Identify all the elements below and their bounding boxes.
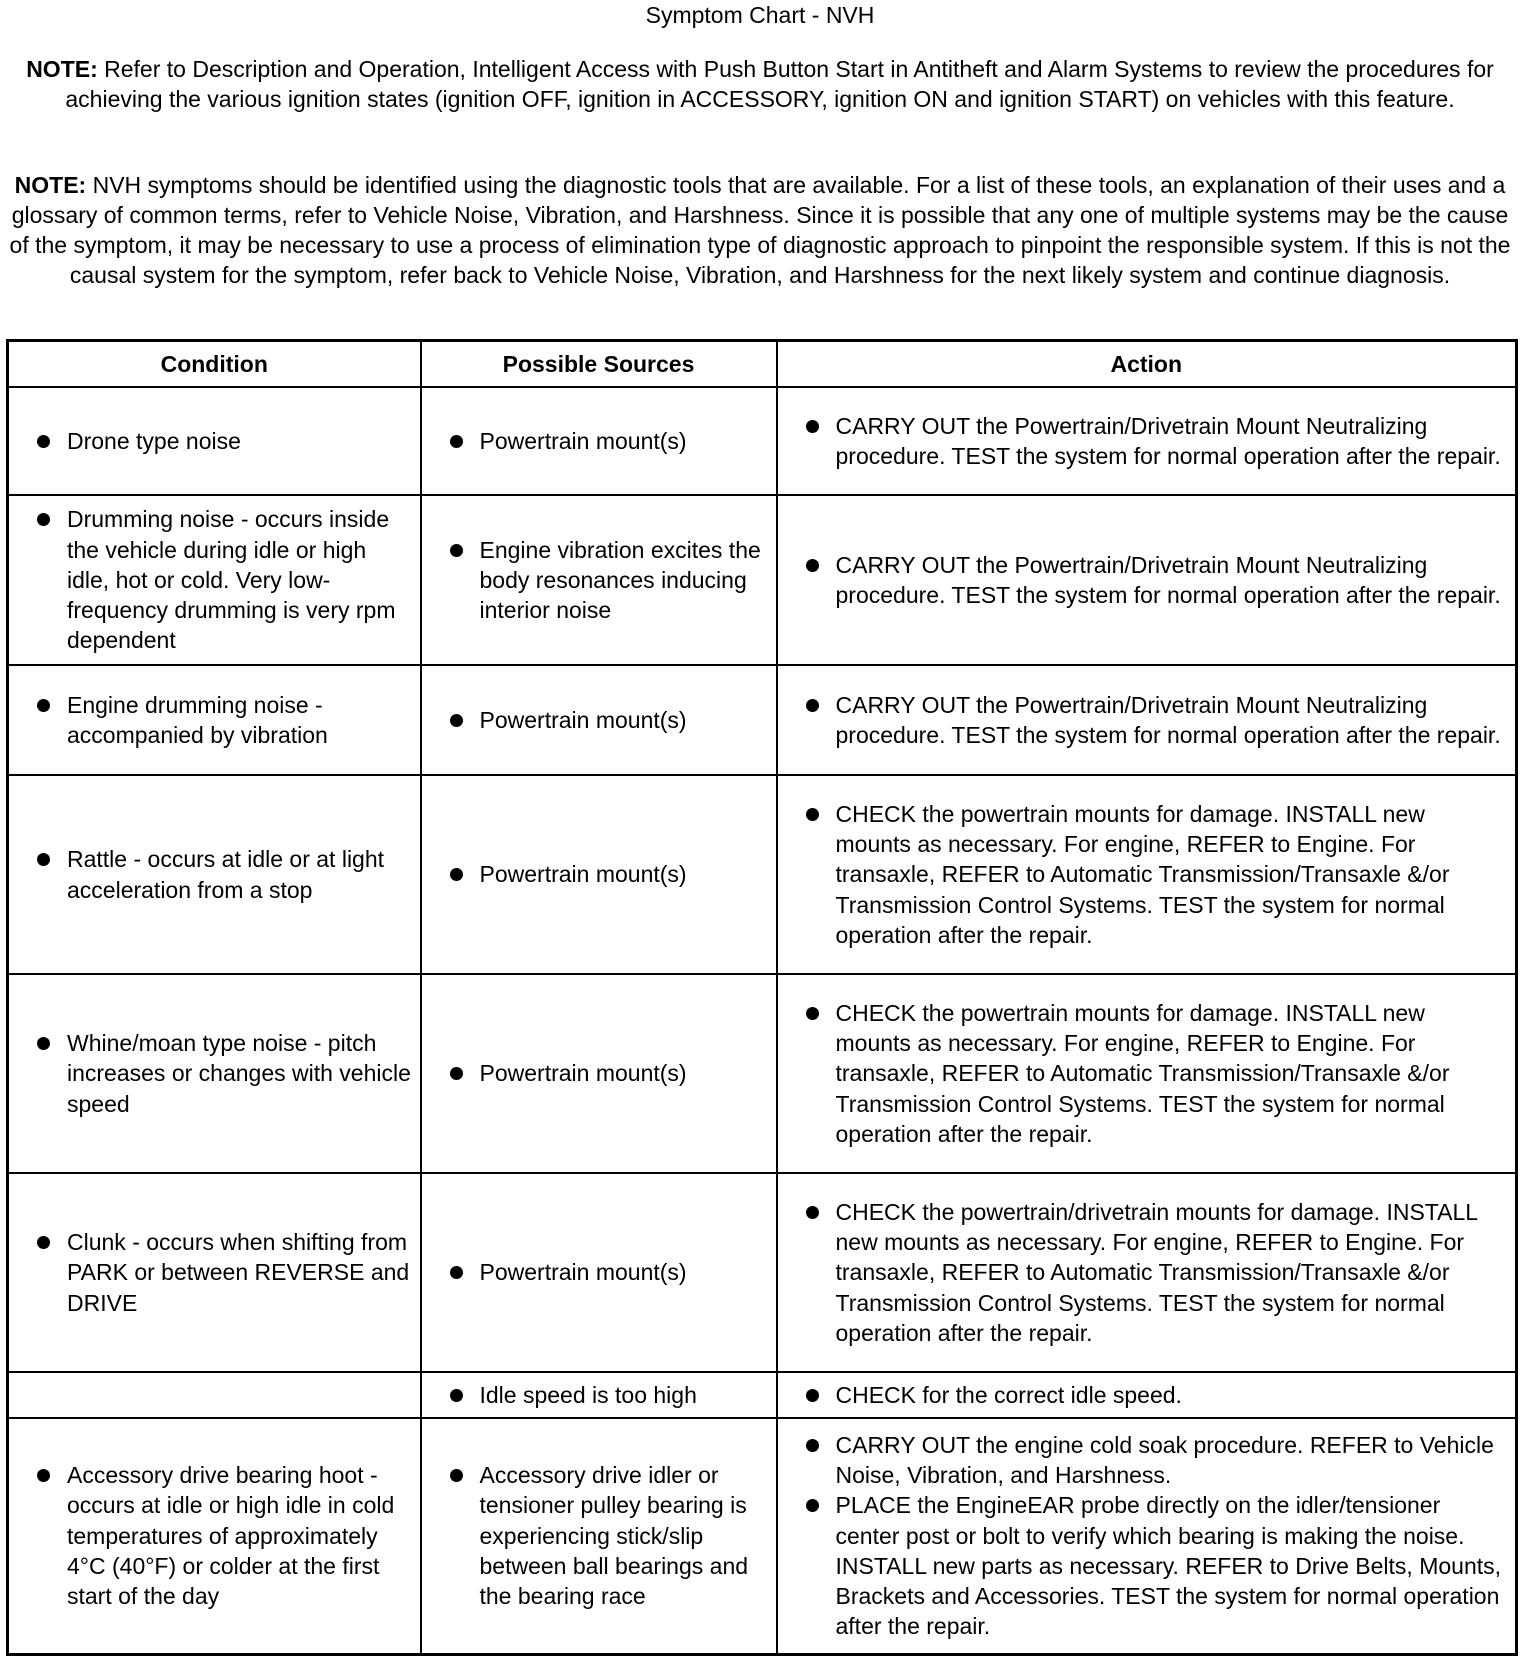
- action-item: CARRY OUT the Powertrain/Drivetrain Mount Neutralizing procedure. TEST the system for normal operation after the repair.: [778, 550, 1516, 610]
- table-row: [8, 387, 1517, 495]
- source-item: Powertrain mount(s): [422, 1257, 776, 1287]
- bullet-list: [778, 1197, 1516, 1348]
- bullet-list: [778, 690, 1516, 750]
- condition-item: Clunk - occurs when shifting from PARK or between REVERSE and DRIVE: [9, 1227, 420, 1318]
- bullet-list: [422, 426, 776, 456]
- bullet-list: [422, 1257, 776, 1287]
- bullet-list: [9, 426, 420, 456]
- bullet-list: [9, 1460, 420, 1611]
- note-text: NVH symptoms should be identified using the diagnostic tools that are available. For a list of these tools, an explanation of their uses and a glossary of common terms, refer to Vehicle Noise, Vibration, and Harshness. Since it is possible that any one of multiple systems may be the cause of the symptom, it may be necessary to use a process of elimination type of diagnostic approach to pinpoint the responsible system. If this is not the causal system for the symptom, refer back to Vehicle Noise, Vibration, and Harshness for the next likely system and continue diagnosis.: [9, 172, 1511, 288]
- table-row: [8, 665, 1517, 775]
- source-item: Powertrain mount(s): [422, 426, 776, 456]
- source-item: Powertrain mount(s): [422, 705, 776, 735]
- bullet-list: [778, 550, 1516, 610]
- bullet-list: [9, 844, 420, 904]
- source-item: Idle speed is too high: [422, 1380, 776, 1410]
- sources-cell: [421, 495, 777, 665]
- bullet-list: [9, 1028, 420, 1119]
- action-cell: [777, 665, 1517, 775]
- bullet-list: [422, 535, 776, 626]
- condition-item: Drumming noise - occurs inside the vehicle during idle or high idle, hot or cold. Very low-frequency drumming is very rpm dependent: [9, 504, 420, 655]
- action-cell: [777, 1372, 1517, 1418]
- condition-item: Whine/moan type noise - pitch increases or changes with vehicle speed: [9, 1028, 420, 1119]
- bullet-list: [778, 411, 1516, 471]
- bullet-list: [778, 998, 1516, 1149]
- bullet-list: [422, 859, 776, 889]
- condition-cell: [8, 665, 421, 775]
- bullet-list: [422, 1058, 776, 1088]
- action-cell: [777, 974, 1517, 1173]
- condition-cell: [8, 775, 421, 974]
- action-cell: [777, 775, 1517, 974]
- note-nvh-diagnosis: [0, 170, 1520, 290]
- condition-item: Accessory drive bearing hoot - occurs at idle or high idle in cold temperatures of approximately 4°C (40°F) or colder at the first start of the day: [9, 1460, 420, 1611]
- condition-cell: [8, 1418, 421, 1654]
- note-text: Refer to Description and Operation, Intelligent Access with Push Button Start in Antitheft and Alarm Systems to review the procedures for achieving the various ignition states (ignition OFF, ignition in ACCESSORY, ignition ON and ignition START) on vehicles with this feature.: [65, 56, 1494, 112]
- condition-cell: [8, 1173, 421, 1372]
- table-row: [8, 775, 1517, 974]
- table-row: [8, 495, 1517, 665]
- bullet-list: [778, 1380, 1516, 1410]
- bullet-list: [9, 504, 420, 655]
- source-item: Accessory drive idler or tensioner pulley bearing is experiencing stick/slip between ball bearings and the bearing race: [422, 1460, 776, 1611]
- header-condition: Condition: [8, 341, 421, 388]
- bullet-list: [9, 690, 420, 750]
- sources-cell: [421, 665, 777, 775]
- bullet-list: [9, 1227, 420, 1318]
- table-row: [8, 1372, 1517, 1418]
- sources-cell: [421, 974, 777, 1173]
- table-header-row: [8, 341, 1517, 388]
- action-item: CHECK the powertrain mounts for damage. INSTALL new mounts as necessary. For engine, REFER to Engine. For transaxle, REFER to Automatic Transmission/Transaxle &/or Transmission Control Systems. TEST the system for normal operation after the repair.: [778, 998, 1516, 1149]
- action-cell: [777, 1173, 1517, 1372]
- action-cell: [777, 495, 1517, 665]
- bullet-list: [422, 1380, 776, 1410]
- source-item: Powertrain mount(s): [422, 859, 776, 889]
- page-title: Symptom Chart - NVH: [645, 2, 875, 28]
- source-item: Engine vibration excites the body resonances inducing interior noise: [422, 535, 776, 626]
- note-label: NOTE:: [14, 172, 87, 198]
- condition-cell: [8, 387, 421, 495]
- action-item: CHECK the powertrain/drivetrain mounts for damage. INSTALL new mounts as necessary. For engine, REFER to Engine. For transaxle, REFER to Automatic Transmission/Transaxle &/or Transmission Control Systems. TEST the system for normal operation after the repair.: [778, 1197, 1516, 1348]
- condition-cell: [8, 1372, 421, 1418]
- header-action: Action: [777, 341, 1517, 388]
- note-ignition-states: [0, 54, 1520, 114]
- action-cell: [777, 387, 1517, 495]
- header-possible-sources: Possible Sources: [421, 341, 777, 388]
- condition-item: Engine drumming noise - accompanied by vibration: [9, 690, 420, 750]
- action-item: CARRY OUT the engine cold soak procedure. REFER to Vehicle Noise, Vibration, and Harshness.: [778, 1430, 1516, 1490]
- bullet-list: [422, 705, 776, 735]
- source-item: Powertrain mount(s): [422, 1058, 776, 1088]
- action-item: PLACE the EngineEAR probe directly on the idler/tensioner center post or bolt to verify which bearing is making the noise. INSTALL new parts as necessary. REFER to Drive Belts, Mounts, Brackets and Accessories. TEST the system for normal operation after the repair.: [778, 1490, 1516, 1641]
- condition-cell: [8, 495, 421, 665]
- table-row: [8, 974, 1517, 1173]
- sources-cell: [421, 387, 777, 495]
- action-item: CARRY OUT the Powertrain/Drivetrain Mount Neutralizing procedure. TEST the system for normal operation after the repair.: [778, 411, 1516, 471]
- bullet-list: [778, 799, 1516, 950]
- action-item: CHECK for the correct idle speed.: [778, 1380, 1516, 1410]
- sources-cell: [421, 1372, 777, 1418]
- condition-item: Rattle - occurs at idle or at light acceleration from a stop: [9, 844, 420, 904]
- sources-cell: [421, 1418, 777, 1654]
- sources-cell: [421, 775, 777, 974]
- symptom-chart-table: [6, 339, 1518, 1656]
- action-item: CHECK the powertrain mounts for damage. INSTALL new mounts as necessary. For engine, REFER to Engine. For transaxle, REFER to Automatic Transmission/Transaxle &/or Transmission Control Systems. TEST the system for normal operation after the repair.: [778, 799, 1516, 950]
- action-item: CARRY OUT the Powertrain/Drivetrain Mount Neutralizing procedure. TEST the system for normal operation after the repair.: [778, 690, 1516, 750]
- bullet-list: [778, 1430, 1516, 1641]
- table-row: [8, 1418, 1517, 1654]
- condition-cell: [8, 974, 421, 1173]
- table-row: [8, 1173, 1517, 1372]
- action-cell: [777, 1418, 1517, 1654]
- note-label: NOTE:: [26, 56, 98, 82]
- condition-item: Drone type noise: [9, 426, 420, 456]
- bullet-list: [422, 1460, 776, 1611]
- sources-cell: [421, 1173, 777, 1372]
